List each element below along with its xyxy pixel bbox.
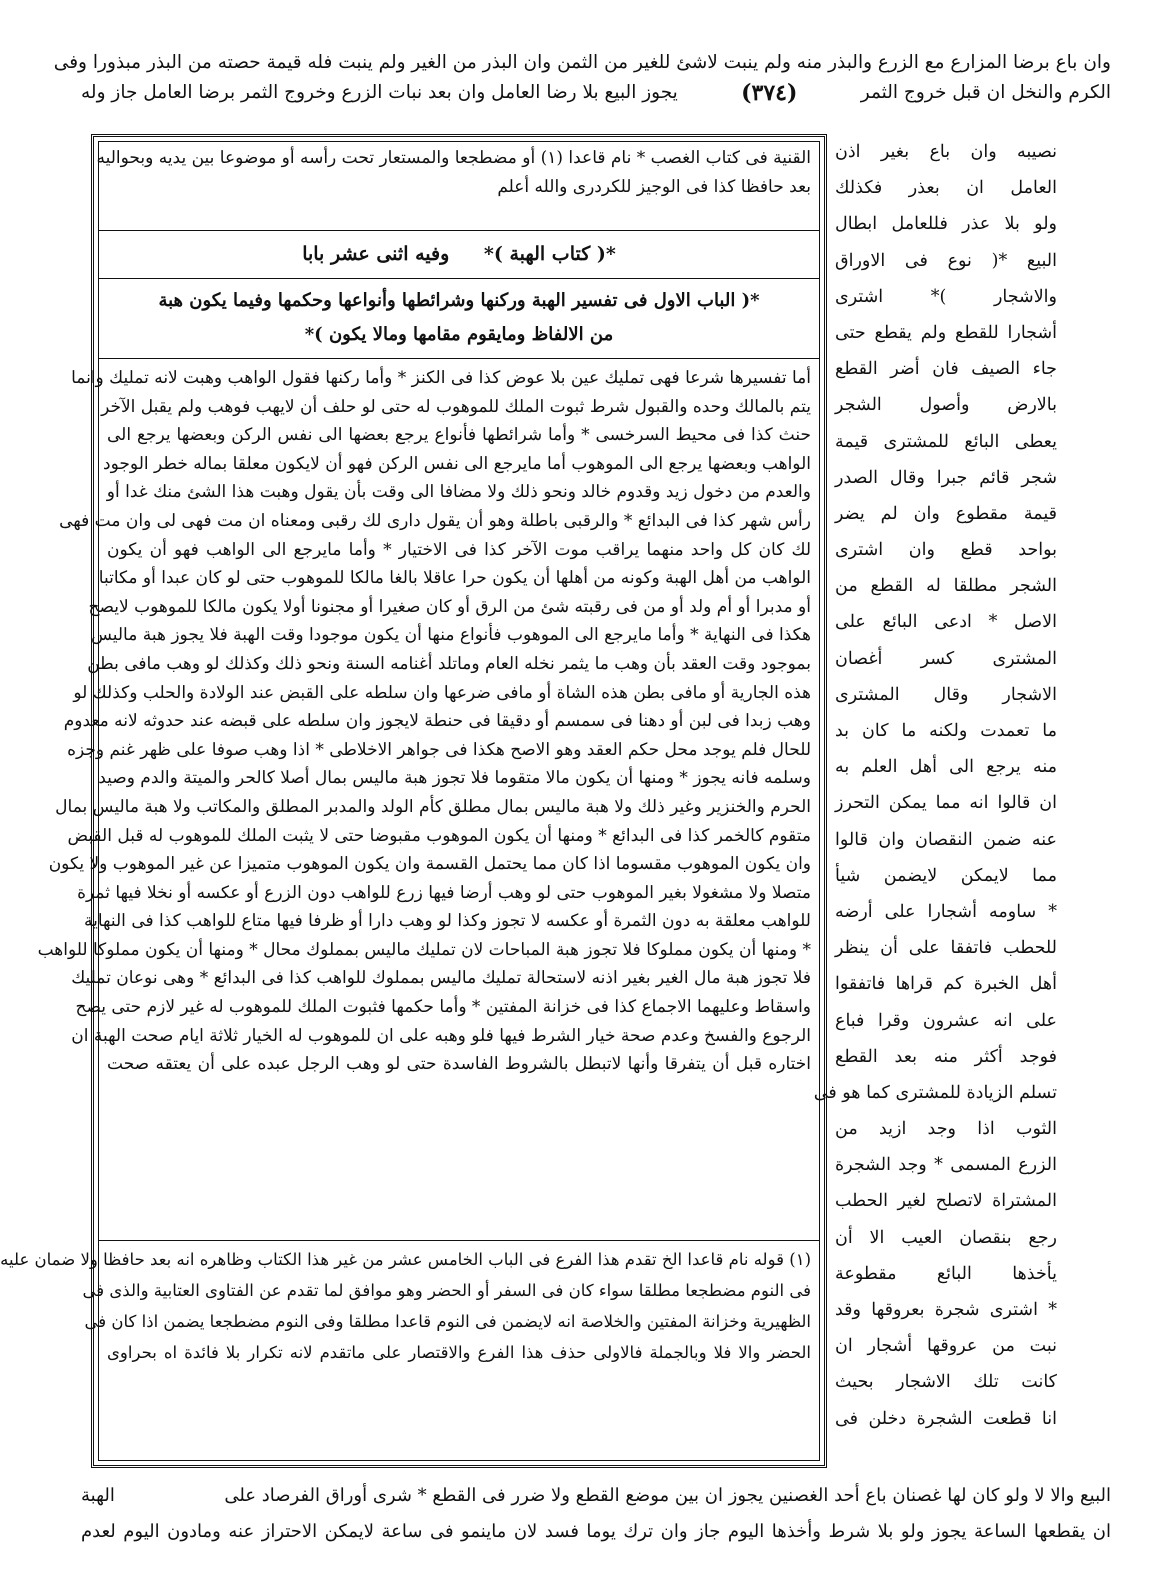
text-line: لك كان كل واحد منهما يراقب موت الآخر كذا فى الاختيار * وأما مايرجع الى الواهب فهو أن يكون (107, 539, 811, 560)
text-line: متصلا ولا مشغولا بغير الموهوب حتى لو وهب أرضا فيها زرع للواهب دون الزرع أو عكسه أو نخلا فيها ثمرة (77, 882, 811, 903)
divider (99, 278, 819, 279)
text-line: يتم بالمالك وحده والقبول شرط ثبوت الملك للموهوب له حتى لو حلف أن لايهب فوهب ولم يقبل الآخر (101, 396, 811, 417)
margin-line: نصيبه وان باع بغير اذن (835, 142, 1057, 162)
footnote-divider (99, 1240, 819, 1241)
text-line: للواهب معلقة به دون الثمرة أو عكسه لا تجوز وكذا لو وهب دارا أو ظرفا فيها متاع للواهب كذا فى النهاية (84, 911, 811, 932)
frame-top-text (96, 144, 819, 201)
margin-line: كانت تلك الاشجار بحيث (835, 1372, 1057, 1393)
margin-line: الزرع المسمى * وجد الشجرة (835, 1155, 1057, 1176)
top-margin-text (53, 48, 1111, 108)
margin-line: منه يرجع الى أهل العلم به (835, 757, 1057, 778)
margin-line: أهل الخبرة كم قراها فاتفقوا (835, 974, 1057, 995)
margin-line: قيمة مقطوع وان لم يضر (835, 503, 1057, 524)
margin-line: مما لايمكن لايضمن شيأ (835, 865, 1057, 886)
footnote-line: الحضر والا فلا وبالجملة فالاولى حذف هذا الفرع والاقتصار على ماتقدم لانه تكرار بلا فائدة اه بحراوى (107, 1343, 811, 1362)
main-text (37, 364, 819, 1079)
margin-line: ولو بلا عذر فللعامل ابطال (835, 214, 1057, 235)
footer-catchword: الهبة (81, 1485, 115, 1506)
text-line: أما تفسيرها شرعا فهى تمليك عين بلا عوض كذا فى الكنز * وأما ركنها فقول الواهب وهبت لانه تمليك وانما (71, 368, 811, 388)
main-frame (0, 134, 827, 1468)
margin-line: الشجر مطلقا له القطع من (835, 576, 1057, 597)
header-line-2-left: يجوز البيع بلا رضا العامل وان بعد نبات الزرع وخروج الثمر برضا العامل جاز وله (81, 82, 678, 103)
header-line-1: وان باع برضا المزارع مع الزرع والبذر منه ولم ينبت لاشئ للغير من الثمن وان البذر من الغير ولم ينبت فله قيمة حصته من البذر مبذورا وفى (53, 52, 1111, 73)
chapter-title: *( كتاب الهبة )* (483, 243, 616, 265)
margin-line: عنه ضمن النقصان وان قالوا (835, 829, 1057, 850)
text-line: للحال فلم يوجد محل حكم العقد وهو الاصح هكذا فى جواهر الاخلاطى * اذا وهب صوفا على ظهر غنم وجزه (67, 739, 811, 760)
section-heading (99, 284, 819, 352)
text-line: فلا تجوز هبة مال الغير بغير اذنه لاستحالة تمليك ماليس بمملوك للواهب كذا فى البدائع * وهى نوعان تمليك (71, 968, 811, 989)
header-line-2 (81, 78, 1111, 108)
footer-line-1-right: البيع والا لا ولو كان لها غصنان باع أحد الغصنين يجوز ان بين موضع القطع ولا ضرر فى القطع * شرى أوراق الفرصاد على (224, 1485, 1111, 1506)
footnote-line: الظهيرية وخزانة المفتين والخلاصة انه لايضمن فى النوم قاعدا مطلقا وفى النوم مضطجعا يضمن اذا كان فى (84, 1312, 811, 1331)
margin-line: المشترى كسر أغصان (835, 648, 1057, 669)
margin-line: انا قطعت الشجرة دخلن فى (835, 1408, 1057, 1429)
chapter-subtitle: وفيه اثنى عشر بابا (302, 243, 450, 265)
margin-line: فوجد أكثر منه بعد القطع (835, 1046, 1057, 1067)
footer-line-1 (81, 1478, 1111, 1514)
text-line: اختاره قبل أن يتفرقا وأنها لاتبطل بالشروط الفاسدة حتى لو وهب الرجل عبده على أن يعتقه صحت (107, 1054, 811, 1075)
divider (99, 358, 819, 359)
chapter-heading (99, 232, 819, 276)
margin-line: بالارض وأصول الشجر (835, 395, 1057, 416)
margin-line: البيع *( نوع فى الاوراق (835, 250, 1057, 271)
divider (99, 230, 819, 231)
text-line: والعدم من دخول زيد وقدوم خالد ونحو ذلك ولا مضافا الى وقت بأن يقول وهبت هذا الشئ منك غدا أو (106, 482, 811, 503)
text-line: متقوم كالخمر كذا فى البدائع * ومنها أن يكون الموهوب مقبوضا حتى لا يثبت الملك للموهوب له قبل القبض (67, 825, 811, 846)
text-line: الواهب من أهل الهبة وكونه من أهلها أن يكون حرا عاقلا بالغا مالكا للموهوب حتى لو كان عبدا أو مكاتبا (98, 568, 811, 589)
frame-top-line: القنية فى كتاب الغصب * نام قاعدا (١) أو مضطجعا والمستعار تحت رأسه أو موضوعا بين يديه وبحواليه (96, 148, 811, 168)
margin-line: والاشجار )* اشترى (835, 286, 1057, 307)
text-line: الحرم والخنزير وغير ذلك ولا هبة ماليس بمال مطلق كأم الولد والمدبر المطلق والمكاتب ولا هبة ماليس بمال (55, 796, 811, 817)
margin-line: * اشترى شجرة بعروقها وقد (835, 1300, 1057, 1320)
text-line: رأس شهر كذا فى البدائع * والرقبى باطلة وهو أن يقول دارى لك رقبى ومعناه ان مت فهى لى وان مت فهى (59, 510, 811, 531)
main-frame-inner (0, 141, 820, 1461)
footnote-line: (١) قوله نام قاعدا الخ تقدم هذا الفرع فى الباب الخامس عشر من غير هذا الكتاب وظاهره انه بعد حافظا ولا ضمان عليه (0, 1250, 811, 1269)
footer-line-2: ان يقطعها الساعة يجوز ولو بلا شرط وأخذها اليوم جاز وان ترك يوما فسد لان ماينمو فى ساعة لايمكن الاحتراز عنه ومادون اليوم لعدم (81, 1521, 1111, 1542)
margin-line: على انه عشرون وقرا فباع (835, 1010, 1057, 1031)
text-line: أو مدبرا أو أم ولد أو من فى رقبته شئ من الرق أو كان صغيرا أو مجنونا أولا يكون مالكا للموهوب لايصح (88, 596, 811, 617)
margin-line: أشجارا للقطع ولم يقطع حتى (835, 322, 1057, 343)
text-line: بموجود وقت العقد بأن وهب ما يثمر نخله العام وماتلد أغنامه السنة ونحو ذلك وكذلك لو وهب مافى بطن (87, 653, 811, 674)
margin-line: جاء الصيف فان أضر القطع (835, 359, 1057, 380)
text-line: * ومنها أن يكون مملوكا فلا تجوز هبة المباحات لان تمليك ماليس بمملوك محال * ومنها أن يكون مملوكا للواهب (37, 939, 811, 960)
text-line: وسلمه فانه يجوز * ومنها أن يكون مالا متقوما فلا تجوز هبة ماليس بمال أصلا كالحر والميتة والدم وصيد (98, 768, 811, 789)
text-line: وهب زبدا فى لبن أو دهنا فى سمسم أو دقيقا فى حنطة لايجوز وان سلطه على قبضه عند حدوثه لانه معدوم (63, 711, 811, 732)
header-line-2-right: الكرم والنخل ان قبل خروج الثمر (860, 82, 1111, 103)
section-heading-line: من الالفاظ ومايقوم مقامها ومالا يكون )* (304, 324, 614, 345)
margin-line: المشتراة لاتصلح لغير الحطب (835, 1191, 1057, 1212)
text-line: واسقاط وعليهما الاجماع كذا فى خزانة المفتين * وأما حكمها فثبوت الملك للموهوب له غير لازم حتى يصح (75, 997, 811, 1018)
margin-line: رجع بنقصان العيب الا أن (835, 1227, 1057, 1248)
bottom-margin-text (81, 1478, 1111, 1550)
text-line: الواهب وبعضها يرجع الى الموهوب أما مايرجع الى نفس الركن فهو أن لايكون معلقا بماله خطر الوجود (103, 453, 811, 474)
page-number: (٣٧٤) (741, 80, 798, 106)
margin-line: ان قالوا انه مما يمكن التحرز (835, 793, 1057, 814)
margin-line: بواحد قطع وان اشترى (835, 540, 1057, 561)
margin-line: يعطى البائع للمشترى قيمة (835, 431, 1057, 452)
margin-line: ما تعمدت ولكنه ما كان بد (835, 721, 1057, 741)
text-line: هذه الجارية أو مافى بطن هذه الشاة أو مافى ضرعها وان سلطه على القبض عند الولادة والحلب وكذلك لو (73, 682, 811, 703)
margin-line: تسلم الزيادة للمشترى كما هو فى (813, 1082, 1057, 1103)
margin-line: نبت من عروقها أشجار ان (835, 1336, 1057, 1357)
margin-line: شجر قائم جبرا وقال الصدر (835, 467, 1057, 488)
margin-line: الاشجار وقال المشترى (835, 684, 1057, 705)
footnotes (0, 1244, 819, 1368)
text-line: حنث كذا فى محيط السرخسى * وأما شرائطها فأنواع يرجع بعضها الى نفس الركن وبعضها يرجع الى (107, 425, 811, 446)
margin-line: الاصل * ادعى البائع على (835, 612, 1057, 633)
margin-line: العامل ان بعذر فكذلك (835, 178, 1057, 199)
footnote-line: فى النوم مضطجعا مطلقا سواء كان فى السفر أو الحضر وهو موافق لما تقدم عن الفتاوى العتابية والذى فى (82, 1281, 811, 1300)
text-line: الرجوع والفسخ وعدم صحة خيار الشرط فيها فلو وهبه على ان للموهوب له الخيار ثلاثة ايام صحت الهبة ان (71, 1025, 811, 1046)
section-heading-line: *( الباب الاول فى تفسير الهبة وركنها وشرائطها وأنواعها وحكمها وفيما يكون هبة (158, 290, 760, 311)
margin-commentary (813, 134, 1057, 1437)
margin-line: يأخذها البائع مقطوعة (835, 1263, 1057, 1284)
frame-top-line: بعد حافظا كذا فى الوجيز للكردرى والله أعلم (497, 176, 811, 197)
margin-line: الثوب اذا وجد ازيد من (835, 1119, 1057, 1140)
text-line: وان يكون الموهوب مقسوما اذا كان مما يحتمل القسمة وان يكون الموهوب متميزا عن غير الموهوب ولا يكون (48, 854, 811, 875)
margin-line: * ساومه أشجارا على أرضه (835, 901, 1057, 922)
margin-line: للحطب فاتفقا على أن ينظر (835, 938, 1057, 959)
text-line: هكذا فى النهاية * وأما مايرجع الى الموهوب فأنواع منها أن يكون موجودا وقت الهبة فلا يجوز هبة ماليس (91, 625, 811, 646)
